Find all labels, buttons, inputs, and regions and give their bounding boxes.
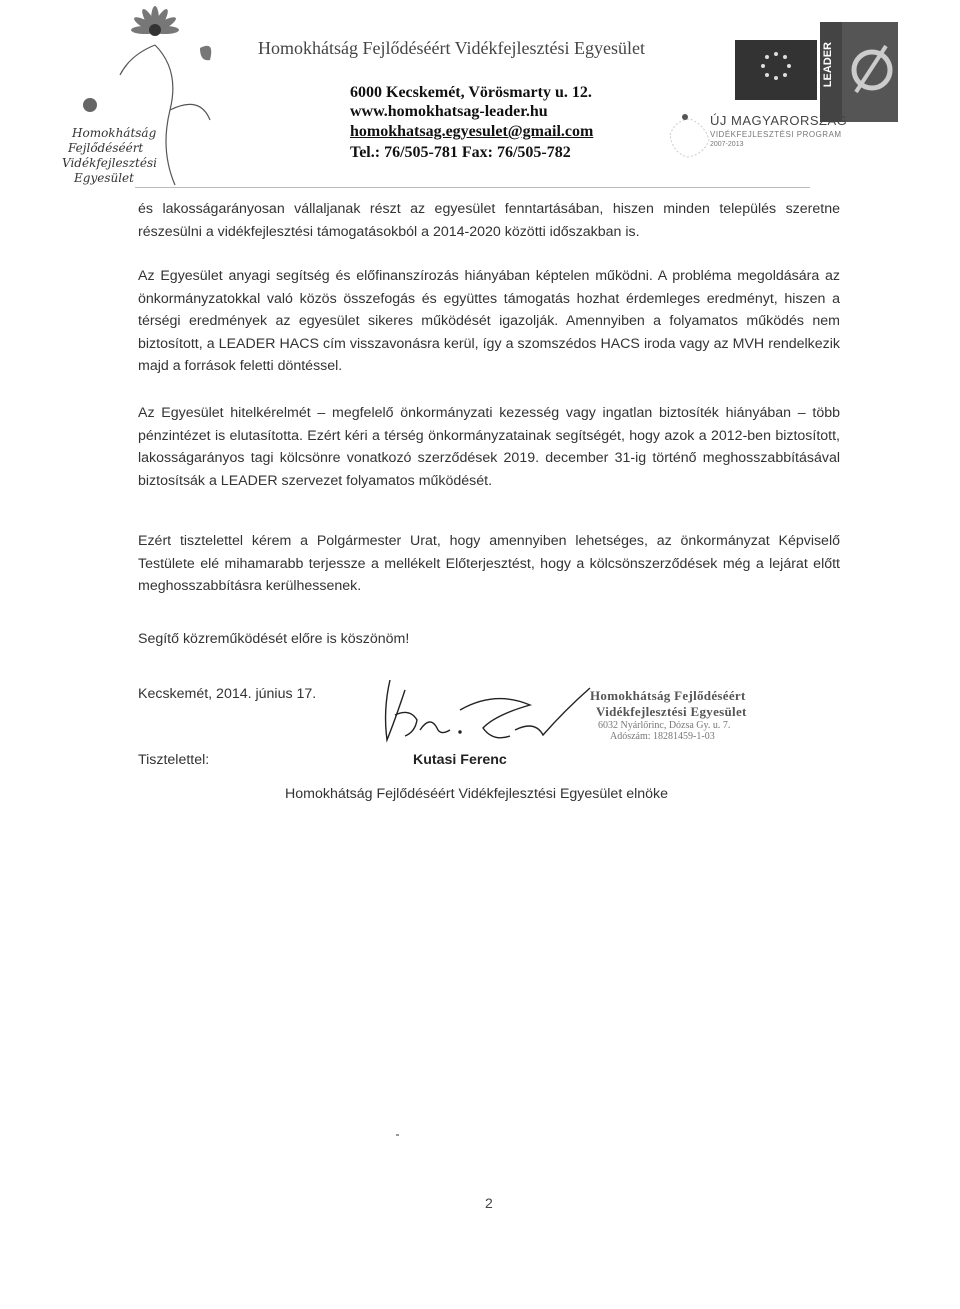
- organization-address: 6000 Kecskemét, Vörösmarty u. 12.: [350, 84, 592, 101]
- stamp-line-4: Adószám: 18281459-1-03: [610, 731, 715, 742]
- signer-role: Homokhátság Fejlődéséért Vidékfejlesztési Egyesület elnöke: [285, 786, 669, 802]
- handwritten-signature: [365, 670, 595, 760]
- organization-name: Homokhátság Fejlődéséért Vidékfejlesztési Egyesület: [258, 38, 645, 58]
- header-divider: [135, 187, 810, 188]
- greeting: Tisztelettel:: [138, 752, 210, 768]
- leader-logo: [820, 22, 898, 122]
- logo-text-line-3: Vidékfejlesztési: [62, 156, 157, 170]
- leader-label: LEADER: [822, 42, 834, 88]
- paragraph-4: Ezért tisztelettel kérem a Polgármester Urat, hogy amennyiben lehetséges, az önkormányzat Képviselő Testülete elé mihamarabb terjessze a mellékelt Előterjesztést, hogy a kölcsönszerződések még a lejárat előtt meghosszabbításra kerülhessenek.: [138, 533, 840, 594]
- eu-flag-icon: [735, 40, 817, 100]
- logo-text-line-4: Egyesület: [74, 171, 134, 185]
- uj-magyarorszag-title: ÚJ MAGYARORSZÁG: [710, 113, 848, 128]
- date-line: Kecskemét, 2014. június 17.: [138, 686, 317, 702]
- paragraph-2: Az Egyesület anyagi segítség és előfinanszírozás hiányában képtelen működni. A probléma megoldására az önkormányzatokkal való közös összefogás és együttes támogatás hozhat érdemleges eredményt, hiszen a térségi eredmények az egyesület sikeres működését igazolják. Amennyiben a folyamatos működés nem biztosított, a LEADER HACS cím visszavonásra kerül, így a szomszédos HACS iroda vagy az MVH rendelkezik majd a források feletti döntéssel.: [138, 268, 840, 374]
- page-number: 2: [485, 1195, 493, 1211]
- signer-name: Kutasi Ferenc: [413, 752, 507, 768]
- scan-speck: [396, 1134, 399, 1136]
- paragraph-3: Az Egyesület hitelkérelmét – megfelelő önkormányzati kezesség vagy ingatlan biztosíték hiányában – több pénzintézet is elutasította. Ezért kéri a térség önkormányzatainak segítségét, hogy azok a 2012-ben biztosított, lakosságarányos tagi kölcsönre vonatkozó szerződések 2019. december 31-ig történő meghosszabbításával biztosítsák a LEADER szervezet folyamatos működését.: [138, 405, 840, 489]
- organization-website: www.homokhatsag-leader.hu: [350, 103, 548, 120]
- stamp-line-2: Vidékfejlesztési Egyesület: [596, 704, 747, 719]
- organization-logo: [60, 0, 240, 190]
- uj-magyarorszag-subtitle: VIDÉKFEJLESZTÉSI PROGRAM: [710, 130, 842, 139]
- paragraph-5: Segítő közreműködését előre is köszönöm!: [138, 631, 410, 647]
- stamp-line-3: 6032 Nyárlőrinc, Dózsa Gy. u. 7.: [598, 720, 731, 731]
- uj-magyarorszag-years: 2007-2013: [710, 141, 744, 148]
- organization-email: homokhatsag.egyesulet@gmail.com: [350, 123, 594, 140]
- organization-stamp: [590, 688, 830, 742]
- stamp-line-1: Homokhátság Fejlődéséért: [590, 688, 746, 703]
- paragraph-1: és lakosságarányosan vállaljanak részt az egyesület fenntartásában, hiszen minden település szeretne részesülni a vidékfejlesztési támogatásokból a 2014-2020 közötti időszakban is.: [138, 201, 840, 240]
- logo-text-line-1: Homokhátság: [72, 126, 157, 140]
- logo-text-line-2: Fejlődéséért: [68, 141, 144, 155]
- hungary-map-icon: [665, 105, 713, 170]
- organization-phone: Tel.: 76/505-781 Fax: 76/505-782: [350, 144, 571, 161]
